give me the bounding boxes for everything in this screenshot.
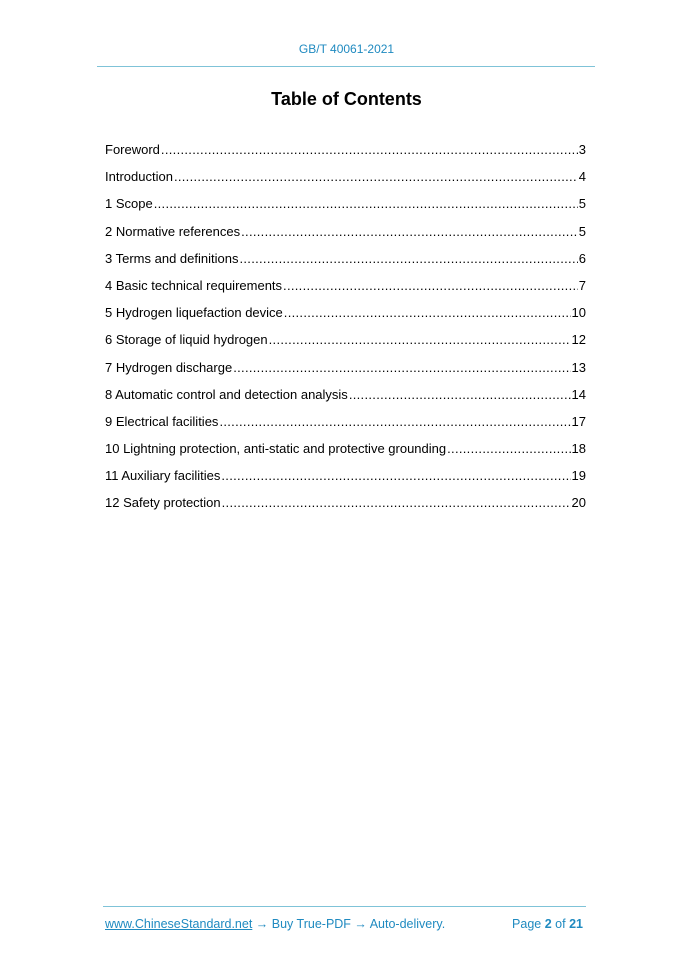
toc-entry-title: Introduction xyxy=(105,169,173,185)
toc-entry-title: 8 Automatic control and detection analysis xyxy=(105,386,348,402)
toc-entry-title: 5 Hydrogen liquefaction device xyxy=(105,305,283,321)
toc-entry-title: 2 Normative references xyxy=(105,223,241,239)
toc-entry-page: 12 xyxy=(571,332,586,348)
toc-dot-leader xyxy=(221,467,570,484)
toc-dot-leader xyxy=(154,195,578,212)
toc-entry-auxiliary-facilities[interactable] xyxy=(105,467,586,494)
website-link[interactable]: www.ChineseStandard.net xyxy=(105,917,253,931)
toc-entry-page: 5 xyxy=(578,223,586,239)
toc-entry-storage-of-liquid-hydrogen[interactable] xyxy=(105,331,586,358)
toc-entry-title: 6 Storage of liquid hydrogen xyxy=(105,332,268,348)
toc-entry-page: 20 xyxy=(571,495,586,511)
page-current: 2 xyxy=(544,917,552,931)
footer-divider xyxy=(103,906,586,907)
toc-entry-title: 10 Lightning protection, anti-static and protective grounding xyxy=(105,441,447,457)
toc-entry-title: 12 Safety protection xyxy=(105,495,221,511)
page-footer xyxy=(105,917,583,933)
toc-entry-scope[interactable] xyxy=(105,195,586,222)
page-number xyxy=(512,917,583,931)
toc-entry-title: Foreword xyxy=(105,142,160,157)
toc-entry-foreword[interactable] xyxy=(105,141,586,168)
toc-entry-page: 5 xyxy=(578,196,586,212)
page-total: 21 xyxy=(569,917,583,931)
toc-entry-page: 17 xyxy=(571,413,586,429)
footer-promo-text: → Buy True-PDF → Auto-delivery. xyxy=(252,917,446,931)
toc-entry-title: 7 Hydrogen discharge xyxy=(105,359,233,375)
header-divider xyxy=(97,66,595,67)
toc-dot-leader xyxy=(219,413,570,430)
toc-entry-page: 18 xyxy=(571,441,586,457)
toc-entry-page: 6 xyxy=(578,250,586,266)
toc-entry-hydrogen-discharge[interactable] xyxy=(105,359,586,386)
toc-entry-page: 13 xyxy=(571,359,586,375)
toc-dot-leader xyxy=(283,277,578,294)
toc-entry-page: 3 xyxy=(578,142,586,157)
toc-entry-title: 3 Terms and definitions xyxy=(105,250,239,266)
footer-promo xyxy=(105,917,445,931)
toc-dot-leader xyxy=(239,250,577,267)
toc-entry-page: 14 xyxy=(571,386,586,402)
header-document-id: GB/T 40061-2021 xyxy=(298,42,395,56)
toc-entry-terms-and-definitions[interactable] xyxy=(105,250,586,277)
toc-entry-page: 4 xyxy=(578,169,586,185)
toc-dot-leader xyxy=(241,223,578,240)
toc-dot-leader xyxy=(174,168,578,185)
toc-entry-hydrogen-liquefaction-device[interactable] xyxy=(105,304,586,331)
toc-dot-leader xyxy=(349,386,571,403)
toc-entry-title: 4 Basic technical requirements xyxy=(105,277,283,293)
toc-entry-lightning-protection[interactable] xyxy=(105,440,586,467)
toc-entry-page: 10 xyxy=(571,305,586,321)
toc-entry-electrical-facilities[interactable] xyxy=(105,413,586,440)
page-label: Page xyxy=(512,917,542,931)
page-of-label: of xyxy=(555,917,566,931)
toc-dot-leader xyxy=(161,141,578,158)
toc-entry-normative-references[interactable] xyxy=(105,223,586,250)
toc-entry-page: 19 xyxy=(571,468,586,484)
toc-dot-leader xyxy=(447,440,570,457)
toc-entry-basic-technical-requirements[interactable] xyxy=(105,277,586,304)
toc-dot-leader xyxy=(284,304,571,321)
toc-entry-safety-protection[interactable] xyxy=(105,494,586,521)
toc-dot-leader xyxy=(222,494,571,511)
toc-dot-leader xyxy=(269,331,571,348)
table-of-contents xyxy=(105,141,586,522)
toc-heading: Table of Contents xyxy=(271,89,422,109)
toc-dot-leader xyxy=(233,359,570,376)
toc-entry-title: 11 Auxiliary facilities xyxy=(105,468,221,484)
toc-entry-title: 9 Electrical facilities xyxy=(105,413,219,429)
toc-entry-page: 7 xyxy=(578,277,586,293)
toc-entry-automatic-control[interactable] xyxy=(105,386,586,413)
toc-entry-introduction[interactable] xyxy=(105,168,586,195)
toc-entry-title: 1 Scope xyxy=(105,196,153,212)
